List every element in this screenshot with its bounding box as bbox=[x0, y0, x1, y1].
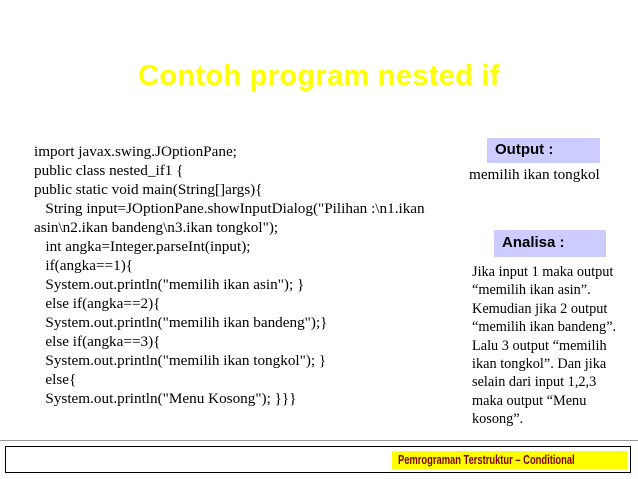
slide-title: Contoh program nested if bbox=[138, 60, 500, 92]
code-line: int angka=Integer.parseInt(input); bbox=[34, 238, 251, 255]
analisa-line: Kemudian jika 2 output bbox=[472, 300, 608, 317]
analisa-line: “memilih ikan bandeng”. bbox=[472, 319, 617, 336]
code-line: if(angka==1){ bbox=[34, 257, 134, 274]
code-line: System.out.println("Menu Kosong"); }}} bbox=[34, 390, 297, 407]
footer-divider bbox=[0, 440, 638, 441]
code-line: public static void main(String[]args){ bbox=[34, 181, 263, 198]
code-line: public class nested_if1 { bbox=[34, 162, 184, 179]
output-text: memilih ikan tongkol bbox=[469, 166, 600, 183]
analisa-line: kosong”. bbox=[472, 411, 524, 428]
analisa-label: Analisa : bbox=[494, 230, 606, 257]
analisa-line: selain dari input 1,2,3 bbox=[472, 374, 597, 391]
analisa-line: ikan tongkol”. Dan jika bbox=[472, 356, 607, 373]
code-line: else if(angka==2){ bbox=[34, 295, 161, 312]
code-line: System.out.println("memilih ikan tongkol"); } bbox=[34, 352, 327, 369]
code-line: import javax.swing.JOptionPane; bbox=[34, 143, 237, 160]
analisa-text bbox=[472, 263, 632, 429]
code-line: System.out.println("memilih ikan bandeng");} bbox=[34, 314, 328, 331]
code-line: String input=JOptionPane.showInputDialog("Pilihan :\n1.ikan bbox=[34, 200, 425, 217]
code-line: System.out.println("memilih ikan asin"); } bbox=[34, 276, 305, 293]
code-line: else{ bbox=[34, 371, 77, 388]
analisa-line: Jika input 1 maka output bbox=[472, 264, 614, 280]
analisa-line: maka output “Menu bbox=[472, 392, 587, 409]
code-line: else if(angka==3){ bbox=[34, 333, 161, 350]
analisa-line: “memilih ikan asin”. bbox=[472, 282, 591, 299]
footer-text: Pemrograman Terstruktur – Conditional bbox=[398, 452, 575, 467]
analisa-line: Lalu 3 output “memilih bbox=[472, 337, 607, 354]
code-line: asin\n2.ikan bandeng\n3.ikan tongkol"); bbox=[34, 219, 279, 236]
code-block bbox=[34, 142, 464, 408]
output-label: Output : bbox=[487, 138, 600, 163]
